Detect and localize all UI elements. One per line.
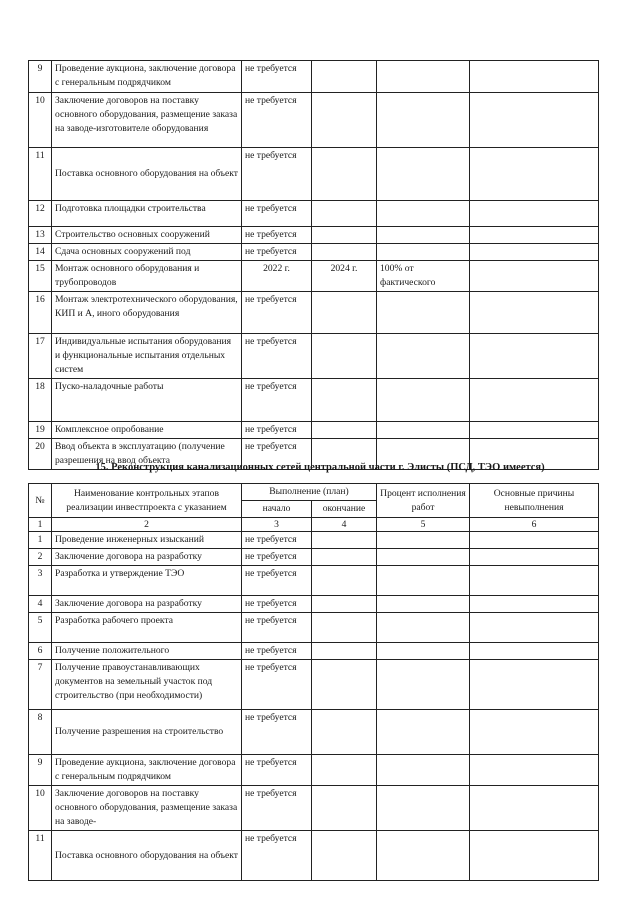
completion-percent bbox=[377, 148, 470, 201]
plan-start: не требуется bbox=[242, 613, 312, 643]
plan-start: не требуется bbox=[242, 61, 312, 93]
stage-name: Получение разрешения на строительство bbox=[52, 710, 242, 755]
failure-reason bbox=[470, 334, 599, 379]
plan-start: не требуется bbox=[242, 422, 312, 439]
table-row bbox=[29, 261, 599, 292]
stage-name: Сдача основных сооружений под bbox=[52, 244, 242, 261]
row-number: 19 bbox=[29, 422, 52, 439]
header-end: окончание bbox=[312, 501, 377, 518]
failure-reason bbox=[470, 148, 599, 201]
row-number: 11 bbox=[29, 831, 52, 881]
plan-end bbox=[312, 148, 377, 201]
column-index: 3 bbox=[242, 518, 312, 532]
table-row bbox=[29, 422, 599, 439]
failure-reason bbox=[470, 244, 599, 261]
stage-name: Строительство основных сооружений bbox=[52, 227, 242, 244]
plan-start: не требуется bbox=[242, 201, 312, 227]
row-number: 17 bbox=[29, 334, 52, 379]
table-row bbox=[29, 710, 599, 755]
row-number: 14 bbox=[29, 244, 52, 261]
stage-name: Разработка рабочего проекта bbox=[52, 613, 242, 643]
row-number: 13 bbox=[29, 227, 52, 244]
plan-start: не требуется bbox=[242, 549, 312, 566]
plan-start: не требуется bbox=[242, 227, 312, 244]
plan-start: не требуется bbox=[242, 93, 312, 148]
row-number: 12 bbox=[29, 201, 52, 227]
plan-start: не требуется bbox=[242, 643, 312, 660]
plan-start: не требуется bbox=[242, 244, 312, 261]
plan-start: 2022 г. bbox=[242, 261, 312, 292]
completion-percent bbox=[377, 93, 470, 148]
plan-start: не требуется bbox=[242, 334, 312, 379]
stage-name: Заключение договоров на поставку основного оборудования, размещение заказа на заводе-изготовителе оборудования bbox=[52, 93, 242, 148]
stages-table-section-15 bbox=[28, 483, 599, 881]
stage-name: Разработка и утверждение ТЭО bbox=[52, 566, 242, 596]
row-number: 16 bbox=[29, 292, 52, 334]
plan-start: не требуется bbox=[242, 532, 312, 549]
plan-end bbox=[312, 334, 377, 379]
table-row bbox=[29, 643, 599, 660]
stage-name: Заключение договора на разработку bbox=[52, 596, 242, 613]
failure-reason bbox=[470, 227, 599, 244]
plan-end bbox=[312, 379, 377, 422]
table-row bbox=[29, 292, 599, 334]
header-number: № bbox=[29, 484, 52, 518]
table-row bbox=[29, 201, 599, 227]
plan-start: не требуется bbox=[242, 148, 312, 201]
row-number: 1 bbox=[29, 532, 52, 549]
table-row bbox=[29, 613, 599, 643]
stage-name: Поставка основного оборудования на объект bbox=[52, 831, 242, 881]
plan-start: не требуется bbox=[242, 379, 312, 422]
row-number: 3 bbox=[29, 566, 52, 596]
row-number: 6 bbox=[29, 643, 52, 660]
table-row bbox=[29, 148, 599, 201]
header-stage-name: Наименование контрольных этапов реализации инвестпроекта с указанием bbox=[52, 484, 242, 518]
completion-percent bbox=[377, 334, 470, 379]
stage-name: Ввод объекта в эксплуатацию (получение разрешения на ввод объекта bbox=[52, 439, 242, 470]
stage-name: Индивидуальные испытания оборудования и функциональные испытания отдельных систем bbox=[52, 334, 242, 379]
column-index: 5 bbox=[377, 518, 470, 532]
completion-percent bbox=[377, 422, 470, 439]
table-row bbox=[29, 532, 599, 549]
row-number: 18 bbox=[29, 379, 52, 422]
stage-name: Подготовка площадки строительства bbox=[52, 201, 242, 227]
table-row bbox=[29, 93, 599, 148]
table-row bbox=[29, 379, 599, 422]
completion-percent bbox=[377, 379, 470, 422]
completion-percent: 100% от фактического bbox=[377, 261, 470, 292]
plan-start: не требуется bbox=[242, 660, 312, 710]
table-row bbox=[29, 566, 599, 596]
table-row bbox=[29, 596, 599, 613]
stages-table-continued bbox=[28, 60, 599, 470]
stage-name: Монтаж основного оборудования и трубопроводов bbox=[52, 261, 242, 292]
stage-name: Проведение аукциона, заключение договора с генеральным подрядчиком bbox=[52, 755, 242, 786]
plan-start: не требуется bbox=[242, 292, 312, 334]
failure-reason bbox=[470, 93, 599, 148]
completion-percent bbox=[377, 201, 470, 227]
header-start: начало bbox=[242, 501, 312, 518]
row-number: 9 bbox=[29, 755, 52, 786]
header-plan: Выполнение (план) bbox=[242, 484, 377, 501]
stage-name: Получение правоустанавливающих документов на земельный участок под строительство (при необходимости) bbox=[52, 660, 242, 710]
plan-end bbox=[312, 292, 377, 334]
header-percent: Процент исполнения работ bbox=[377, 484, 470, 518]
plan-start: не требуется bbox=[242, 755, 312, 786]
column-index: 1 bbox=[29, 518, 52, 532]
row-number: 2 bbox=[29, 549, 52, 566]
section-title: 15. Реконструкция канализационных сетей центральной части г. Элисты (ПСД, ТЭО имеется) bbox=[95, 462, 545, 473]
row-number: 10 bbox=[29, 786, 52, 831]
stage-name: Заключение договоров на поставку основного оборудования, размещение заказа на заводе- bbox=[52, 786, 242, 831]
header-row bbox=[29, 484, 599, 501]
column-index-row bbox=[29, 518, 599, 532]
stage-name: Комплексное опробование bbox=[52, 422, 242, 439]
plan-end bbox=[312, 93, 377, 148]
plan-end bbox=[312, 61, 377, 93]
column-index: 6 bbox=[470, 518, 599, 532]
completion-percent bbox=[377, 227, 470, 244]
table-row bbox=[29, 786, 599, 831]
plan-end bbox=[312, 227, 377, 244]
row-number: 11 bbox=[29, 148, 52, 201]
table-row bbox=[29, 660, 599, 710]
table-row bbox=[29, 334, 599, 379]
row-number: 15 bbox=[29, 261, 52, 292]
stage-name: Монтаж электротехнического оборудования, КИП и А, иного оборудования bbox=[52, 292, 242, 334]
row-number: 5 bbox=[29, 613, 52, 643]
row-number: 10 bbox=[29, 93, 52, 148]
stage-name: Проведение аукциона, заключение договора с генеральным подрядчиком bbox=[52, 61, 242, 93]
row-number: 20 bbox=[29, 439, 52, 470]
failure-reason bbox=[470, 292, 599, 334]
failure-reason bbox=[470, 61, 599, 93]
plan-end bbox=[312, 244, 377, 261]
table-row bbox=[29, 755, 599, 786]
plan-start: не требуется bbox=[242, 831, 312, 881]
column-index: 4 bbox=[312, 518, 377, 532]
plan-end bbox=[312, 422, 377, 439]
row-number: 4 bbox=[29, 596, 52, 613]
completion-percent bbox=[377, 292, 470, 334]
plan-start: не требуется bbox=[242, 566, 312, 596]
completion-percent bbox=[377, 61, 470, 93]
stage-name: Получение положительного bbox=[52, 643, 242, 660]
stage-name: Проведение инженерных изысканий bbox=[52, 532, 242, 549]
plan-start: не требуется bbox=[242, 596, 312, 613]
failure-reason bbox=[470, 379, 599, 422]
table-row bbox=[29, 61, 599, 93]
row-number: 9 bbox=[29, 61, 52, 93]
plan-start: не требуется bbox=[242, 439, 312, 470]
row-number: 7 bbox=[29, 660, 52, 710]
completion-percent bbox=[377, 244, 470, 261]
column-index: 2 bbox=[52, 518, 242, 532]
header-reasons: Основные причины невыполнения bbox=[470, 484, 599, 518]
stage-name: Пуско-наладочные работы bbox=[52, 379, 242, 422]
failure-reason bbox=[470, 261, 599, 292]
table-row bbox=[29, 244, 599, 261]
table-row bbox=[29, 227, 599, 244]
failure-reason bbox=[470, 422, 599, 439]
plan-start: не требуется bbox=[242, 786, 312, 831]
plan-end bbox=[312, 201, 377, 227]
failure-reason bbox=[470, 201, 599, 227]
row-number: 8 bbox=[29, 710, 52, 755]
plan-start: не требуется bbox=[242, 710, 312, 755]
table-row bbox=[29, 831, 599, 881]
stage-name: Заключение договора на разработку bbox=[52, 549, 242, 566]
plan-end: 2024 г. bbox=[312, 261, 377, 292]
stage-name: Поставка основного оборудования на объект bbox=[52, 148, 242, 201]
table-row bbox=[29, 549, 599, 566]
